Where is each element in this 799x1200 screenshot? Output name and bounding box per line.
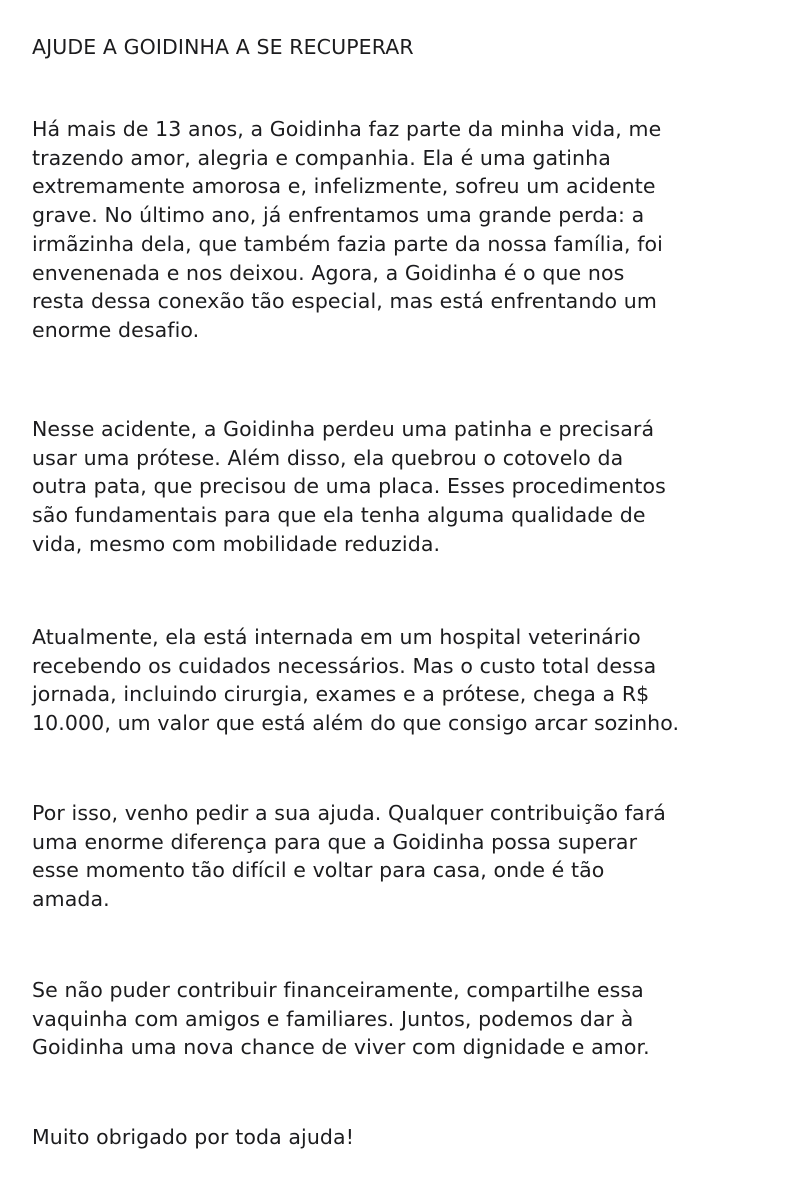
- paragraph-line: Goidinha uma nova chance de viver com dignidade e amor.: [32, 1035, 650, 1060]
- paragraph-line: enorme desafio.: [32, 317, 200, 342]
- paragraph-line: vaquinha com amigos e familiares. Juntos, podemos dar à: [32, 1006, 634, 1031]
- paragraph-line: irmãzinha dela, que também fazia parte da nossa família, foi: [32, 231, 663, 256]
- paragraph-line: extremamente amorosa e, infelizmente, sofreu um acidente: [32, 174, 656, 199]
- paragraph-line: Nesse acidente, a Goidinha perdeu uma patinha e precisará: [32, 417, 655, 441]
- paragraph-line: vida, mesmo com mobilidade reduzida.: [32, 531, 441, 556]
- paragraph-line: outra pata, que precisou de uma placa. Esses procedimentos: [32, 474, 666, 499]
- paragraph-line: uma enorme diferença para que a Goidinha possa superar: [32, 829, 638, 854]
- paragraph-line: recebendo os cuidados necessários. Mas o custo total dessa: [32, 653, 657, 678]
- paragraph-line: Por isso, venho pedir a sua ajuda. Qualquer contribuição fará: [32, 801, 666, 825]
- paragraph-line: 10.000, um valor que está além do que consigo arcar sozinho.: [32, 711, 680, 736]
- paragraph-line: Se não puder contribuir financeiramente, compartilhe essa: [32, 978, 644, 1002]
- document-title: AJUDE A GOIDINHA A SE RECUPERAR: [32, 35, 414, 59]
- paragraph-line: Há mais de 13 anos, a Goidinha faz parte da minha vida, me: [32, 117, 662, 141]
- paragraph-line: resta dessa conexão tão especial, mas está enfrentando um: [32, 289, 657, 314]
- paragraph-costs: [32, 623, 772, 738]
- paragraph-line: amada.: [32, 887, 110, 912]
- paragraph-accident: [32, 415, 772, 559]
- paragraph-line: trazendo amor, alegria e companhia. Ela é uma gatinha: [32, 145, 611, 170]
- paragraph-share: [32, 976, 772, 1062]
- paragraph-thanks: [32, 1123, 772, 1152]
- paragraph-line: envenenada e nos deixou. Agora, a Goidinha é o que nos: [32, 260, 625, 285]
- paragraph-line: Atualmente, ela está internada em um hospital veterinário: [32, 625, 641, 649]
- paragraph-line: jornada, incluindo cirurgia, exames e a prótese, chega a R$: [32, 682, 650, 707]
- paragraph-line: são fundamentais para que ela tenha alguma qualidade de: [32, 503, 646, 528]
- paragraph-request: [32, 799, 772, 914]
- paragraph-intro: [32, 115, 772, 345]
- paragraph-line: usar uma prótese. Além disso, ela quebrou o cotovelo da: [32, 445, 624, 470]
- paragraph-line: Muito obrigado por toda ajuda!: [32, 1125, 355, 1149]
- paragraph-line: esse momento tão difícil e voltar para casa, onde é tão: [32, 858, 605, 883]
- paragraph-line: grave. No último ano, já enfrentamos uma grande perda: a: [32, 203, 645, 228]
